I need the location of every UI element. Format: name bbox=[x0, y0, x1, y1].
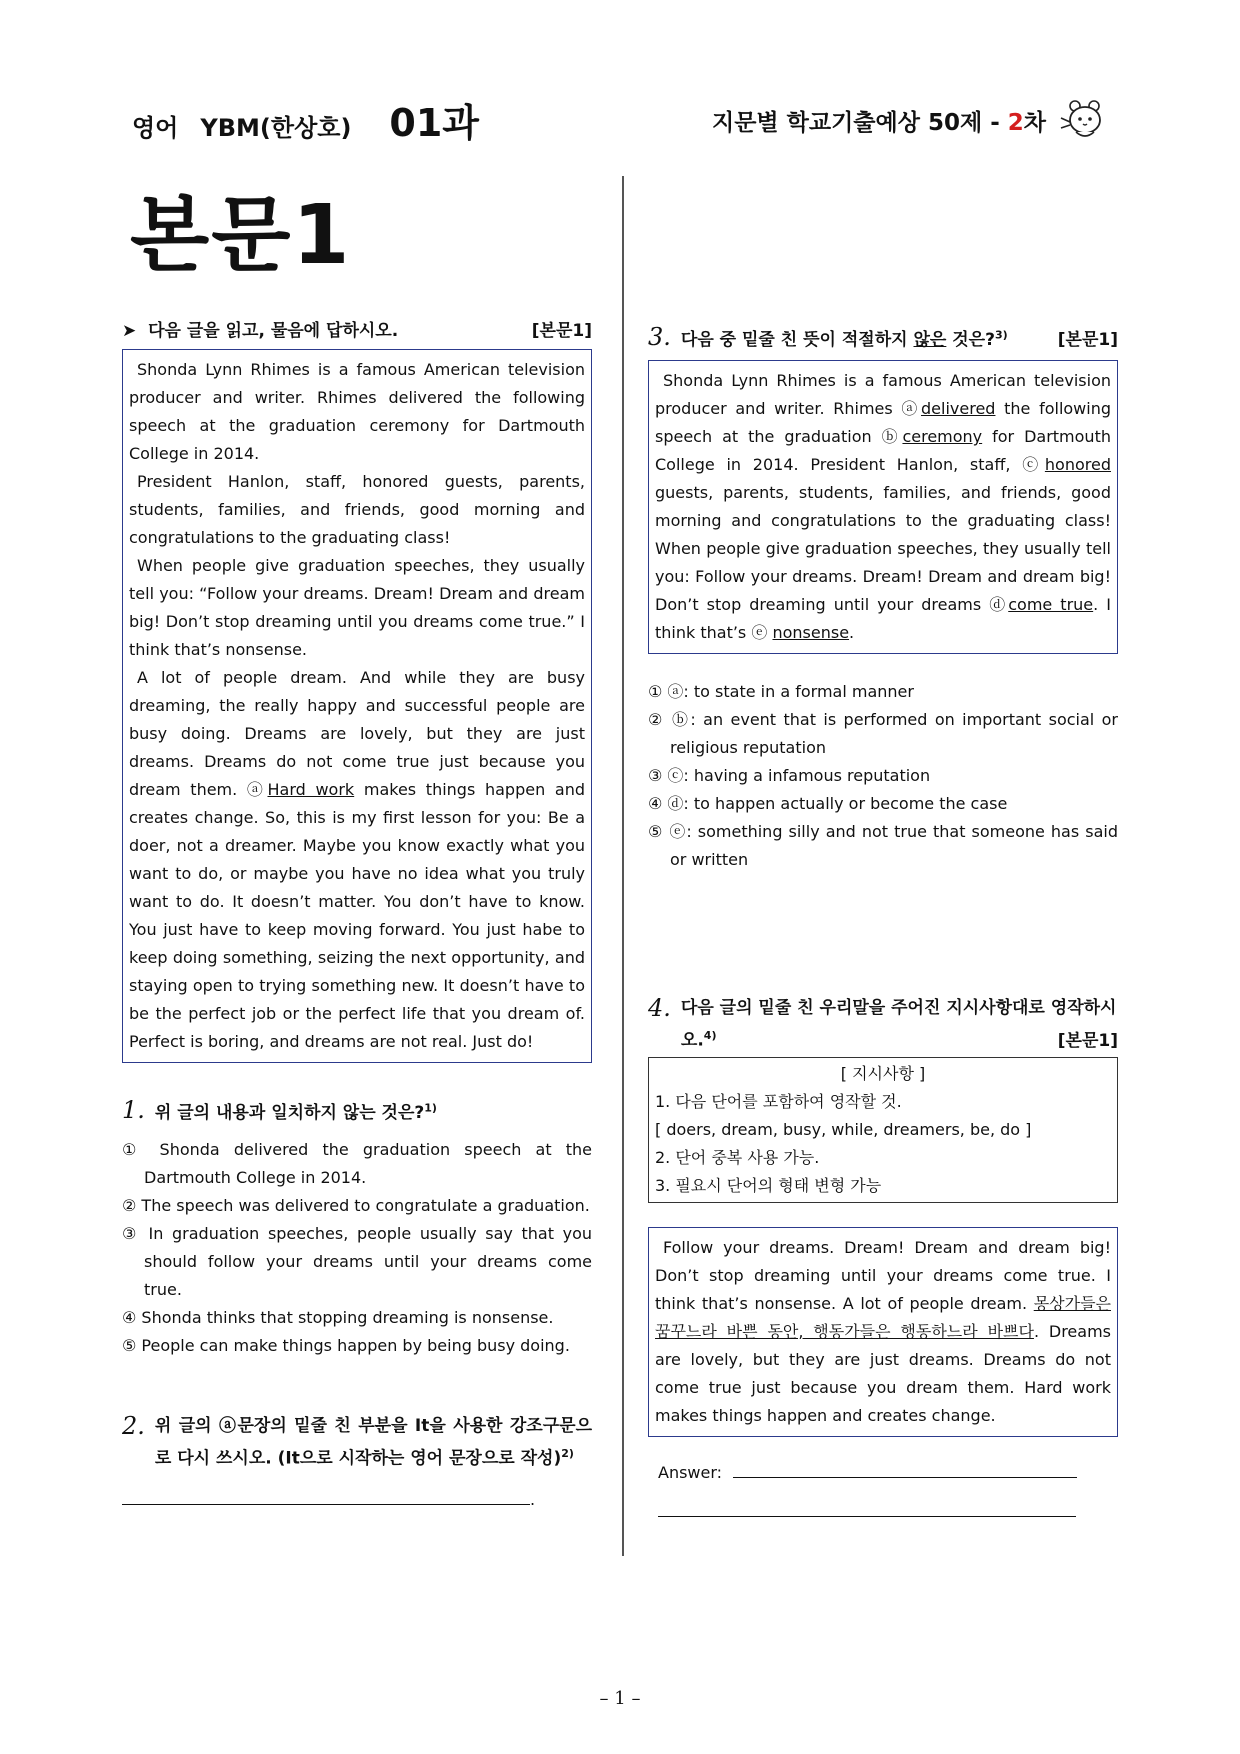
intro-instruction: ➤ 다음 글을 읽고, 물음에 답하시오. [본문1] bbox=[122, 318, 592, 345]
passage-text: guests, parents, students, families, and friends, good morning and congratulations to the graduating class! When people give graduation speeches, they usually tell you: Follow your dreams. Dream! Dream and dream big! Don’t stop dreaming until your dreams bbox=[655, 483, 1111, 615]
q3-options bbox=[648, 678, 1118, 874]
textbook-label: YBM(한상호) bbox=[200, 114, 352, 142]
answer-line[interactable] bbox=[733, 1477, 1077, 1478]
passage-text: ⓑ bbox=[881, 427, 903, 447]
left-column bbox=[122, 318, 592, 1509]
answer-area bbox=[648, 1463, 1118, 1521]
passage-text: for Dartmouth College in 2014. President Hanlon, staff, bbox=[655, 427, 1111, 475]
option-item[interactable]: ① Shonda delivered the graduation speech at the Dartmouth College in 2014. bbox=[122, 1139, 592, 1187]
passage-text: ⓓ bbox=[989, 595, 1009, 615]
option-item[interactable]: ① ⓐ: to state in a formal manner bbox=[648, 682, 914, 702]
option-item[interactable]: ③ In graduation speeches, people usually say that you should follow your dreams until your dreams come true. bbox=[122, 1223, 592, 1299]
section-tag: [본문1] bbox=[531, 321, 592, 341]
page-number: – 1 – bbox=[599, 1688, 641, 1709]
question-number: 4. bbox=[648, 994, 671, 1022]
option-item[interactable]: ④ Shonda thinks that stopping dreaming is nonsense. bbox=[122, 1307, 554, 1327]
underlined-word: nonsense bbox=[772, 623, 850, 643]
q3-passage bbox=[648, 360, 1118, 654]
passage-text: Shonda Lynn Rhimes is a famous American television producer and writer. Rhimes bbox=[655, 371, 1111, 419]
question-number: 2. bbox=[122, 1411, 145, 1440]
header-left bbox=[132, 92, 479, 147]
option-item[interactable]: ③ ⓒ: having a infamous reputation bbox=[648, 766, 931, 786]
question-1: 1. 위 글의 내용과 일치하지 않는 것은?$^{1)}$ ① Shonda delivered the graduation speech at the Dartmouth College in 2014. ② The speech was delivered to congratulate a graduation. ③ In graduation speeches, people usually say that you should follow your dreams until your dreams come true. ④ Shonda thinks that stopping dreaming is nonsense. ⑤ People can make things happen by being busy doing. bbox=[122, 1091, 592, 1359]
instruction-words: [ doers, dream, busy, while, dreamers, be, do ] bbox=[655, 1119, 1032, 1139]
section-tag: [본문1] bbox=[1057, 330, 1118, 350]
passage-text: ⓔ bbox=[751, 623, 768, 643]
passage-paragraph: When people give graduation speeches, they usually tell you: “Follow your dreams. Dream! Dream and dream big! Don’t stop dreaming until you dreams come true.” I think that’s nonsense. bbox=[129, 556, 585, 660]
passage-paragraph: Shonda Lynn Rhimes is a famous American television producer and writer. Rhimes delivered the following speech at the graduation ceremony for Dartmouth College in 2014. bbox=[129, 360, 585, 464]
passage-text: . bbox=[849, 623, 855, 643]
answer-line[interactable] bbox=[122, 1504, 530, 1505]
q1-options bbox=[122, 1136, 592, 1360]
answer-line[interactable] bbox=[658, 1516, 1076, 1517]
underlined-phrase: Hard work bbox=[267, 780, 355, 800]
section-title: 본문1 bbox=[130, 188, 352, 283]
passage-text: ⓐ bbox=[901, 399, 922, 419]
passage-text: ⓒ bbox=[1022, 455, 1045, 475]
underlined-word: delivered bbox=[921, 399, 996, 419]
reading-passage bbox=[122, 349, 592, 1063]
underlined-korean: 몽상가들은 꿈꾸느라 바쁜 동안, 행동가들은 행동하느라 바쁘다 bbox=[655, 1293, 1111, 1341]
lesson-label: 01과 bbox=[389, 101, 480, 145]
option-item[interactable]: ⑤ People can make things happen by being busy doing. bbox=[122, 1335, 570, 1355]
underlined-word: ceremony bbox=[902, 427, 983, 447]
instructions-title: [ 지시사항 ] bbox=[840, 1063, 926, 1083]
instructions-box bbox=[648, 1057, 1118, 1203]
instruction-line: 2. 단어 중복 사용 가능. bbox=[655, 1147, 820, 1167]
subject-label: 영어 bbox=[132, 114, 179, 142]
underlined-word: come true bbox=[1008, 595, 1094, 615]
right-column bbox=[648, 318, 1118, 1482]
instruction-line: 1. 다음 단어를 포함하여 영작할 것. bbox=[655, 1091, 902, 1111]
question-number: 1. bbox=[122, 1096, 145, 1125]
passage-text: . I think that’s bbox=[655, 595, 1112, 643]
question-number: 3. bbox=[648, 323, 671, 351]
option-item[interactable]: ② The speech was delivered to congratulate a graduation. bbox=[122, 1195, 590, 1215]
option-item[interactable]: ⑤ ⓔ: something silly and not true that someone has said or written bbox=[648, 822, 1118, 870]
question-4: 4. 다음 글의 밑줄 친 우리말을 주어진 지시사항대로 영작하시오.$^{4)}$ [본문1] [ 지시사항 ] 1. 다음 단어를 포함하여 영작할 것. [ doers, dream, busy, while, dreamers, be, do ] 2. 단어 중복 사용 가능. 3. 필요시 단어의 형태 변형 가능 Follow your dreams. Dream! Dream and dream big! Don’t stop dreaming until your dreams come true. I think that’s nonsense. A lot of people dream. 몽상가들은 꿈꾸느라 바쁜 동안, 행동가들은 행동하느라 바쁘다. Dreams are lovely, but they are just dreams. Dreams do not come true just because you dream them. Hard work makes things happen and creates change. Answer: bbox=[648, 994, 1118, 1521]
round-number: 2 bbox=[1007, 109, 1024, 136]
passage-paragraph: A lot of people dream. And while they are busy dreaming, the really happy and successful people are busy doing. Dreams are lovely, but they are just dreams. Dreams do not come true just because you dream them. ⓐHard work makes things happen and creates change. So, this is my first lesson for you: Be a doer, not a dreamer. Maybe you know exactly what you want to do, or maybe you have no idea what you truly want to do. It doesn’t matter. You don’t have to know. You just have to keep moving forward. You just habe to keep doing something, seizing the next opportunity, and staying open to trying something new. It doesn’t have to be the perfect job or the perfect life that you dream of. Perfect is boring, and dreams are not real. Just do! bbox=[129, 668, 585, 1052]
q4-passage: Follow your dreams. Dream! Dream and dream big! Don’t stop dreaming until your dreams come true. I think that’s nonsense. A lot of people dream. 몽상가들은 꿈꾸느라 바쁜 동안, 행동가들은 행동하느라 바쁘다. Dreams are lovely, but they are just dreams. Dreams do not come true just because you dream them. Hard work makes things happen and creates change. bbox=[648, 1227, 1118, 1437]
option-item[interactable]: ④ ⓓ: to happen actually or become the case bbox=[648, 794, 1008, 814]
underlined-word: honored bbox=[1044, 455, 1111, 475]
passage-text: the following speech at the graduation bbox=[655, 399, 1111, 447]
question-3: 3. 다음 중 밑줄 친 뜻이 적절하지 않은 것은?$^{3)}$ [본문1] Shonda Lynn Rhimes is a famous American television producer and writer. Rhimes ⓐdelivered the following speech at the graduation ⓑceremony for Dartmouth College in 2014. President Hanlon, staff, ⓒhonored guests, parents, students, families, and friends, good morning and congratulations to the graduating class! When people give graduation speeches, they usually tell you: Follow your dreams. Dream! Dream and dream big! Don’t stop dreaming until your dreams ⓓcome true. I think that’s ⓔ nonsense. ① ⓐ: to state in a formal manner ② ⓑ: an event that is performed on important social or religious reputation ③ ⓒ: having a infamous reputation ④ ⓓ: to happen actually or become the case ⑤ ⓔ: something silly and not true that someone has said or written bbox=[648, 318, 1118, 874]
bear-mascot-icon bbox=[1058, 98, 1108, 142]
header-title: 지문별 학교기출예상 50제 - 2차 bbox=[711, 109, 1046, 136]
question-2: 2. 위 글의 ⓐ문장의 밑줄 친 부분을 It을 사용한 강조구문으로 다시 쓰시오. (It으로 시작하는 영어 문장으로 작성)$^{2)}$ . bbox=[122, 1411, 592, 1510]
answer-label: Answer: bbox=[658, 1462, 723, 1482]
passage-paragraph: President Hanlon, staff, honored guests, parents, students, families, and friends, good morning and congratulations to the graduating class! bbox=[129, 472, 585, 548]
option-item[interactable]: ② ⓑ: an event that is performed on important social or religious reputation bbox=[648, 710, 1118, 758]
section-tag: [본문1] bbox=[1057, 1030, 1118, 1051]
instruction-line: 3. 필요시 단어의 형태 변형 가능 bbox=[655, 1175, 882, 1195]
header-right bbox=[712, 98, 1108, 142]
column-divider bbox=[622, 176, 624, 1556]
